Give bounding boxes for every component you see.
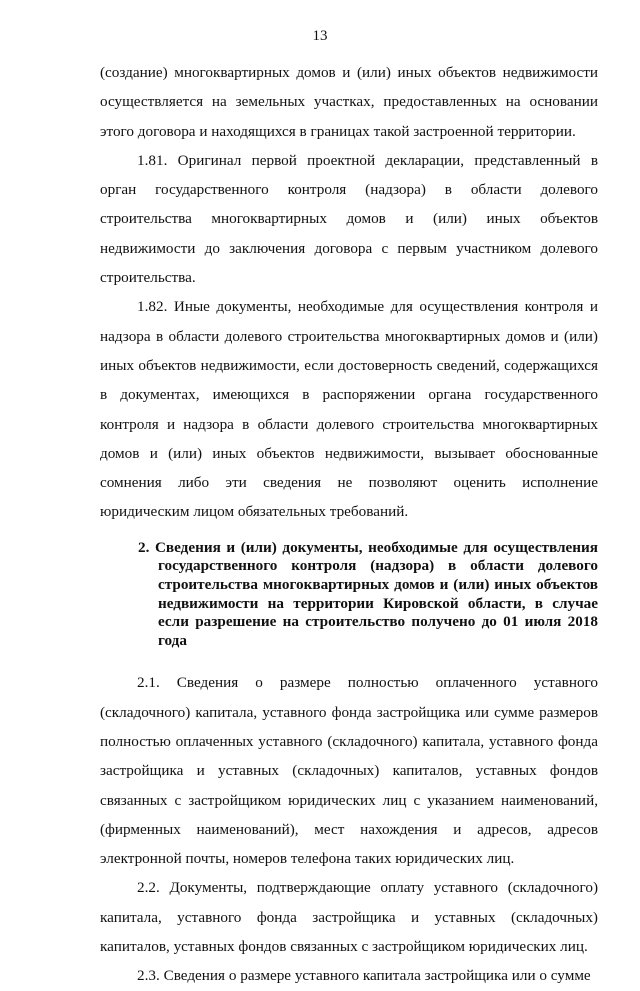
paragraph-1-81: 1.81. Оригинал первой проектной декларации, представленный в орган государственного контроля (надзора) в области долевого строительства многоквартирных домов и (или) иных объектов недвижимости до заключения договора с первым участником долевого строительства. bbox=[100, 151, 598, 287]
paragraph-2-2: 2.2. Документы, подтверждающие оплату уставного (складочного) капитала, уставного фонда застройщика и уставных (складочных) капиталов, уставных фондов связанных с застройщиком юридических лиц. bbox=[100, 879, 598, 955]
section-heading-2: 2. Сведения и (или) документы, необходимые для осуществления государственного контроля (надзора) в области долевого строительства многоквартирных домов и (или) иных объектов недвижимости на территории Кировской области, в случае если разрешение на строительство получено до 01 июля 2018 года bbox=[138, 538, 598, 649]
paragraph-2-3: 2.3. Сведения о размере уставного капитала застройщика или о сумме bbox=[137, 967, 591, 985]
paragraph-continuation: (создание) многоквартирных домов и (или) иных объектов недвижимости осуществляется на земельных участках, предоставленных на основании этого договора и находящихся в границах такой застроенной территории. bbox=[100, 64, 598, 140]
document-body bbox=[100, 58, 598, 991]
paragraph-2-1: 2.1. Сведения о размере полностью оплаченного уставного (складочного) капитала, уставного фонда застройщика или сумме размеров полностью оплаченных уставного (складочного) капитала, уставного фонда застройщика и уставных (складочных) капиталов, уставных фондов связанных с застройщиком юридических лиц с указанием наименований, (фирменных наименований), мест нахождения и адресов, адресов электронной почты, номеров телефона таких юридических лиц. bbox=[100, 674, 598, 868]
paragraph-1-82: 1.82. Иные документы, необходимые для осуществления контроля и надзора в области долевого строительства многоквартирных домов и (или) иных объектов недвижимости, если достоверность сведений, содержащихся в документах, имеющихся в распоряжении органа государственного контроля и надзора в области долевого строительства многоквартирных домов и (или) иных объектов недвижимости, вызывает обоснованные сомнения либо эти сведения не позволяют оценить исполнение юридическим лицом обязательных требований. bbox=[100, 298, 598, 521]
page-number: 13 bbox=[312, 28, 328, 44]
